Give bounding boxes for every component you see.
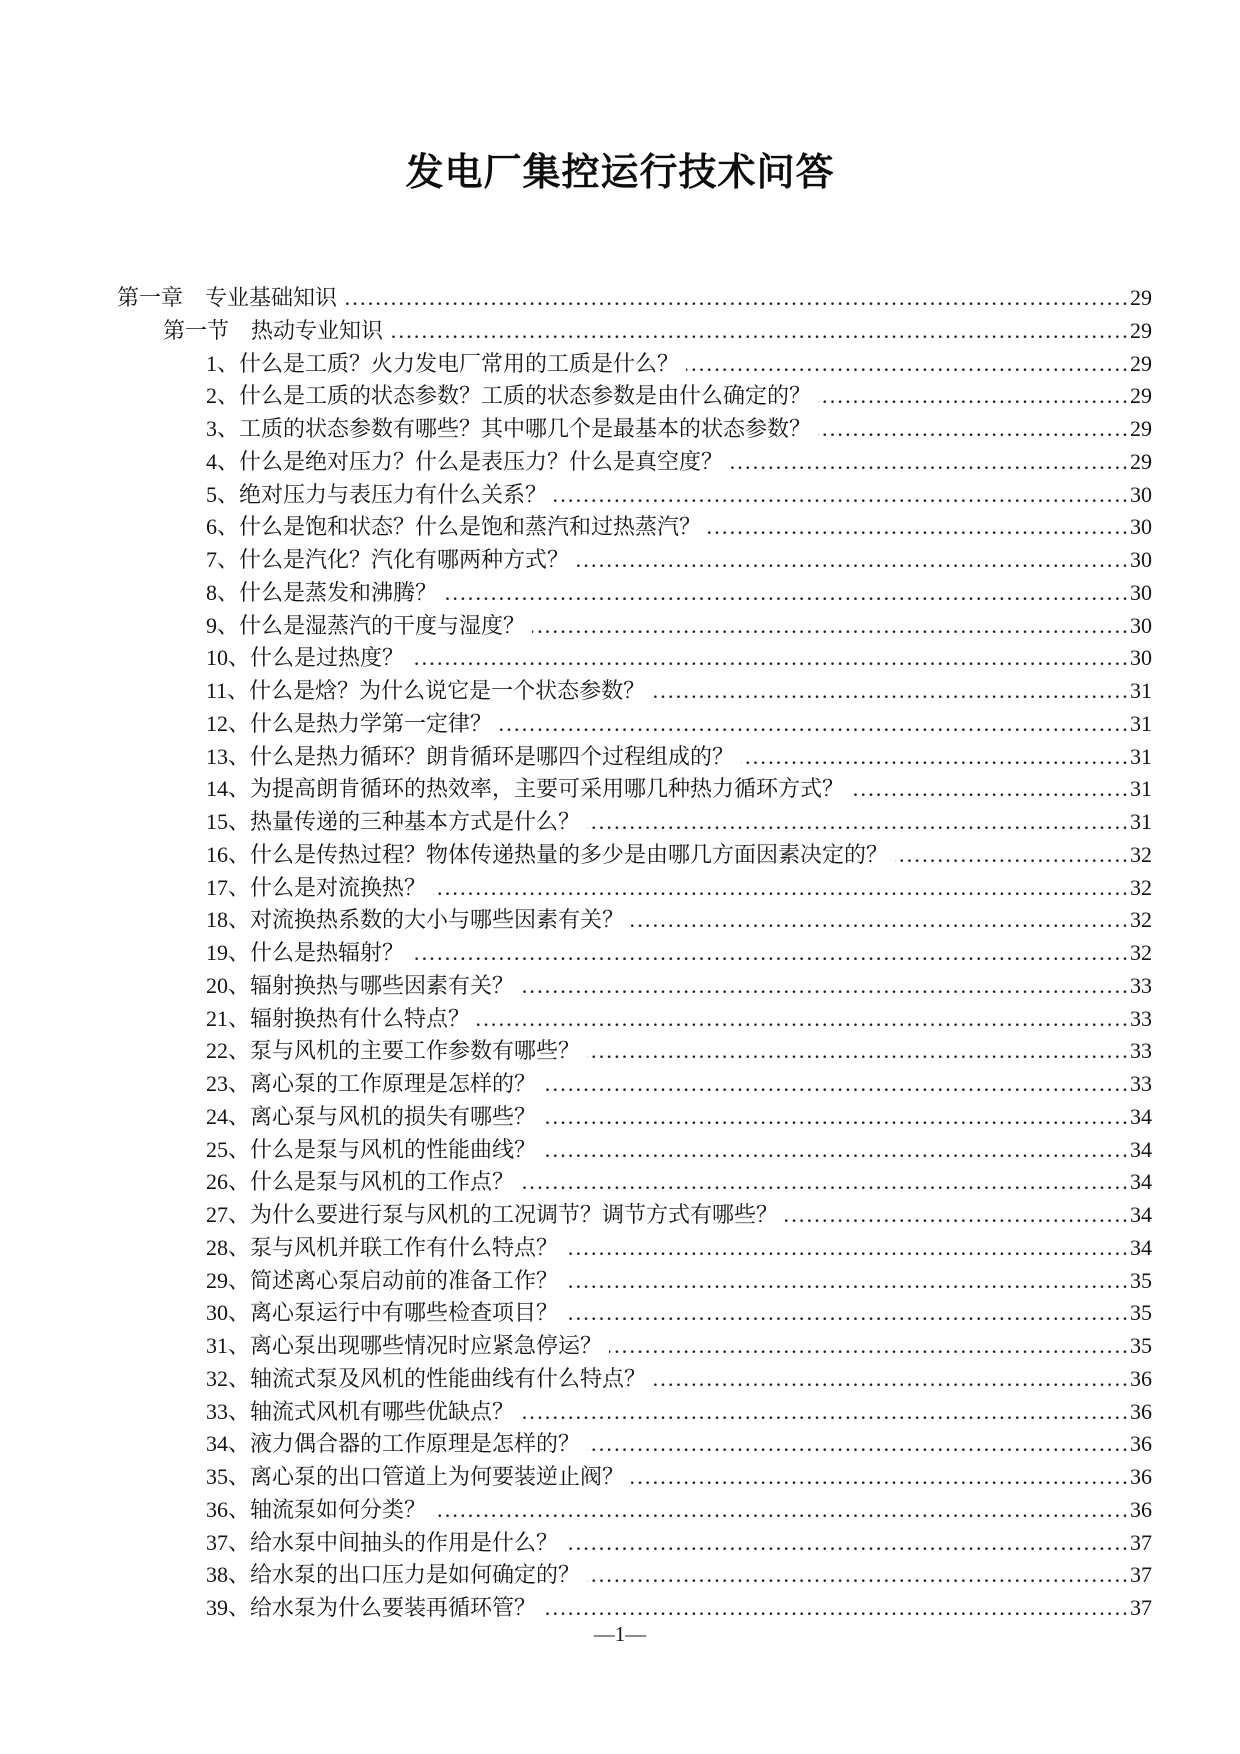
toc-entry-label: 37、给水泵中间抽头的作用是什么？: [206, 1529, 559, 1555]
toc-entry-page-number: 36: [1130, 1398, 1152, 1424]
toc-entry-page-number: 37: [1130, 1529, 1152, 1555]
toc-entry-page-number: 29: [1130, 350, 1152, 376]
toc-entry[interactable]: [117, 314, 1152, 347]
toc-entry-label: 34、液力偶合器的工作原理是怎样的？: [206, 1431, 581, 1457]
toc-entry-page-number: 29: [1130, 416, 1152, 441]
toc-entry-page-number: 37: [1130, 1562, 1152, 1588]
toc-dot-leader: [565, 1530, 1130, 1556]
toc-entry-label: 5、绝对压力与表压力有什么关系？: [206, 481, 548, 507]
toc-entry-label: 35、离心泵的出口管道上为何要装逆止阀？: [206, 1464, 625, 1489]
toc-dot-leader: [609, 1333, 1130, 1359]
toc-entry-page-number: 33: [1130, 1071, 1152, 1096]
toc-dot-leader: [554, 482, 1130, 508]
toc-entry[interactable]: [117, 838, 1152, 871]
toc-entry-page-number: 33: [1130, 1038, 1152, 1064]
toc-entry-page-number: 31: [1130, 743, 1152, 769]
toc-entry[interactable]: [117, 281, 1152, 314]
toc-entry-label: 7、什么是汽化？汽化有哪两种方式？: [206, 547, 570, 572]
toc-entry-page-number: 35: [1130, 1333, 1152, 1358]
toc-dot-leader: [653, 1366, 1130, 1392]
toc-entry-label: 3、工质的状态参数有哪些？其中哪几个是最基本的状态参数？: [206, 416, 812, 441]
toc-entry-page-number: 36: [1130, 1431, 1152, 1457]
toc-entry-page-number: 36: [1130, 1496, 1152, 1522]
toc-dot-leader: [565, 1300, 1130, 1326]
toc-entry[interactable]: [117, 1395, 1152, 1428]
toc-entry[interactable]: [117, 347, 1152, 380]
toc-entry[interactable]: [117, 936, 1152, 969]
toc-dot-leader: [499, 711, 1130, 737]
toc-entry-label: 8、什么是蒸发和沸腾？: [206, 579, 438, 605]
toc-entry[interactable]: [117, 478, 1152, 511]
toc-entry[interactable]: [117, 1591, 1152, 1624]
toc-dot-leader: [741, 744, 1130, 770]
toc-dot-leader: [565, 1268, 1130, 1294]
toc-entry-page-number: 34: [1130, 1234, 1152, 1260]
toc-entry-page-number: 36: [1130, 1365, 1152, 1391]
toc-entry[interactable]: [117, 1329, 1152, 1362]
toc-dot-leader: [785, 1202, 1130, 1228]
toc-dot-leader: [521, 973, 1130, 999]
toc-entry-page-number: 30: [1130, 612, 1152, 638]
toc-entry-label: 19、什么是热辐射？: [206, 940, 405, 965]
toc-entry-page-number: 31: [1130, 776, 1152, 802]
toc-dot-leader: [543, 1137, 1130, 1163]
toc-entry[interactable]: [117, 1133, 1152, 1166]
toc-dot-leader: [895, 842, 1130, 868]
toc-entry[interactable]: [117, 1002, 1152, 1035]
toc-entry-label: 22、泵与风机的主要工作参数有哪些？: [206, 1038, 581, 1064]
toc-entry-page-number: 29: [1130, 317, 1152, 343]
toc-dot-leader: [411, 940, 1130, 966]
toc-entry[interactable]: [117, 969, 1152, 1002]
toc-entry-label: 31、离心泵出现哪些情况时应紧急停运？: [206, 1333, 603, 1358]
toc-entry-label: 11、什么是焓？为什么说它是一个状态参数？: [206, 678, 646, 703]
toc-entry-label: 第一章 专业基础知识: [117, 285, 338, 310]
toc-dot-leader: [631, 907, 1130, 933]
toc-entry-label: 16、什么是传热过程？物体传递热量的多少是由哪几方面因素决定的？: [206, 841, 889, 867]
toc-dot-leader: [543, 1104, 1130, 1130]
toc-entry-label: 4、什么是绝对压力？什么是表压力？什么是真空度？: [206, 448, 724, 474]
toc-dot-leader: [587, 809, 1130, 835]
toc-dot-leader: [521, 1169, 1130, 1195]
toc-entry[interactable]: [117, 707, 1152, 740]
toc-dot-leader: [587, 1562, 1130, 1588]
toc-entry[interactable]: [117, 1427, 1152, 1460]
toc-dot-leader: [851, 776, 1130, 802]
toc-entry-page-number: 34: [1130, 1136, 1152, 1162]
toc-entry-label: 26、什么是泵与风机的工作点？: [206, 1169, 515, 1195]
toc-dot-leader: [587, 1038, 1130, 1064]
document-title: 发电厂集控运行技术问答: [405, 152, 835, 194]
toc-entry-label: 29、简述离心泵启动前的准备工作？: [206, 1267, 559, 1293]
toc-dot-leader: [344, 285, 1130, 311]
page-number-footer: —1—: [593, 1622, 647, 1646]
toc-entry-label: 27、为什么要进行泵与风机的工况调节？调节方式有哪些？: [206, 1202, 779, 1227]
toc-entry-label: 12、什么是热力学第一定律？: [206, 710, 493, 736]
toc-dot-leader: [818, 416, 1130, 442]
toc-entry[interactable]: [117, 576, 1152, 609]
toc-entry-label: 10、什么是过热度？: [206, 645, 405, 671]
toc-entry-label: 18、对流换热系数的大小与哪些因素有关？: [206, 907, 625, 933]
toc-entry[interactable]: [117, 772, 1152, 805]
toc-dot-leader: [444, 580, 1130, 606]
table-of-contents: [117, 281, 1152, 1624]
toc-entry-page-number: 29: [1130, 285, 1152, 310]
toc-dot-leader: [532, 613, 1130, 639]
toc-entry-page-number: 32: [1130, 874, 1152, 900]
toc-entry-label: 20、辐射换热与哪些因素有关？: [206, 972, 515, 998]
toc-entry-page-number: 29: [1130, 383, 1152, 409]
toc-entry[interactable]: [117, 1231, 1152, 1264]
toc-entry-page-number: 30: [1130, 481, 1152, 507]
toc-entry-page-number: 30: [1130, 579, 1152, 605]
toc-entry-label: 21、辐射换热有什么特点？: [206, 1005, 471, 1031]
toc-entry[interactable]: [117, 1526, 1152, 1559]
toc-entry[interactable]: [117, 1558, 1152, 1591]
toc-entry-page-number: 35: [1130, 1300, 1152, 1326]
toc-entry-page-number: 30: [1130, 645, 1152, 671]
toc-entry[interactable]: [117, 1493, 1152, 1526]
toc-dot-leader: [543, 1071, 1130, 1097]
toc-entry[interactable]: [117, 641, 1152, 674]
toc-entry-label: 17、什么是对流换热？: [206, 874, 427, 900]
toc-entry[interactable]: [117, 1460, 1152, 1493]
toc-dot-leader: [543, 1595, 1130, 1621]
toc-entry-label: 39、给水泵为什么要装再循环管？: [206, 1595, 537, 1620]
toc-entry[interactable]: [117, 903, 1152, 936]
toc-entry[interactable]: [117, 510, 1152, 543]
toc-entry[interactable]: [117, 1264, 1152, 1297]
toc-entry-label: 25、什么是泵与风机的性能曲线？: [206, 1136, 537, 1162]
toc-entry-label: 24、离心泵与风机的损失有哪些？: [206, 1103, 537, 1129]
toc-entry-label: 36、轴流泵如何分类？: [206, 1496, 427, 1522]
toc-entry[interactable]: [117, 1296, 1152, 1329]
toc-entry[interactable]: [117, 871, 1152, 904]
toc-entry-page-number: 30: [1130, 547, 1152, 572]
toc-dot-leader: [652, 678, 1130, 704]
toc-dot-leader: [477, 1006, 1130, 1032]
toc-entry-label: 32、轴流式泵及风机的性能曲线有什么特点？: [206, 1365, 647, 1391]
toc-entry-page-number: 34: [1130, 1103, 1152, 1129]
toc-entry-page-number: 36: [1130, 1464, 1152, 1489]
toc-dot-leader: [521, 1399, 1130, 1425]
toc-entry[interactable]: [117, 379, 1152, 412]
toc-entry[interactable]: [117, 1034, 1152, 1067]
toc-entry-label: 13、什么是热力循环？朗肯循环是哪四个过程组成的？: [206, 743, 735, 769]
toc-dot-leader: [708, 514, 1130, 540]
toc-entry[interactable]: [117, 445, 1152, 478]
toc-entry-page-number: 33: [1130, 972, 1152, 998]
toc-entry[interactable]: [117, 609, 1152, 642]
toc-dot-leader: [433, 875, 1130, 901]
toc-entry[interactable]: [117, 1067, 1152, 1100]
toc-entry-page-number: 33: [1130, 1005, 1152, 1031]
toc-entry-label: 30、离心泵运行中有哪些检查项目？: [206, 1300, 559, 1326]
toc-entry-label: 1、什么是工质？火力发电厂常用的工质是什么？: [206, 350, 680, 376]
toc-entry[interactable]: [117, 1362, 1152, 1395]
toc-entry-page-number: 32: [1130, 841, 1152, 867]
toc-entry[interactable]: [117, 543, 1152, 576]
toc-entry-page-number: 35: [1130, 1267, 1152, 1293]
toc-entry-label: 23、离心泵的工作原理是怎样的？: [206, 1071, 537, 1096]
toc-entry-page-number: 31: [1130, 809, 1152, 834]
toc-entry[interactable]: [117, 1100, 1152, 1133]
toc-entry-page-number: 31: [1130, 678, 1152, 703]
toc-dot-leader: [730, 449, 1130, 475]
toc-entry-label: 2、什么是工质的状态参数？工质的状态参数是由什么确定的？: [206, 383, 812, 409]
toc-dot-leader: [433, 1497, 1130, 1523]
toc-dot-leader: [565, 1235, 1130, 1261]
toc-entry-page-number: 34: [1130, 1169, 1152, 1195]
toc-entry-page-number: 29: [1130, 448, 1152, 474]
toc-entry-label: 28、泵与风机并联工作有什么特点？: [206, 1234, 559, 1260]
toc-entry[interactable]: [117, 740, 1152, 773]
toc-dot-leader: [686, 351, 1130, 377]
toc-entry-label: 6、什么是饱和状态？什么是饱和蒸汽和过热蒸汽？: [206, 514, 702, 540]
toc-entry-label: 33、轴流式风机有哪些优缺点？: [206, 1398, 515, 1424]
toc-dot-leader: [818, 383, 1130, 409]
toc-entry[interactable]: [117, 805, 1152, 838]
toc-entry-label: 第一节 热动专业知识: [163, 317, 384, 343]
toc-entry-label: 9、什么是湿蒸汽的干度与湿度？: [206, 612, 526, 638]
toc-dot-leader: [390, 318, 1130, 344]
toc-entry[interactable]: [117, 674, 1152, 707]
toc-entry-page-number: 30: [1130, 514, 1152, 540]
toc-entry-page-number: 31: [1130, 710, 1152, 736]
toc-entry-label: 15、热量传递的三种基本方式是什么？: [206, 809, 581, 834]
toc-entry-page-number: 34: [1130, 1202, 1152, 1227]
toc-entry-page-number: 32: [1130, 940, 1152, 965]
toc-dot-leader: [576, 547, 1130, 573]
toc-entry-label: 38、给水泵的出口压力是如何确定的？: [206, 1562, 581, 1588]
toc-dot-leader: [411, 645, 1130, 671]
toc-entry-page-number: 37: [1130, 1595, 1152, 1620]
toc-dot-leader: [631, 1464, 1130, 1490]
toc-entry-label: 14、为提高朗肯循环的热效率，主要可采用哪几种热力循环方式？: [206, 776, 845, 802]
toc-entry[interactable]: [117, 1198, 1152, 1231]
toc-dot-leader: [587, 1431, 1130, 1457]
toc-entry[interactable]: [117, 1165, 1152, 1198]
toc-entry[interactable]: [117, 412, 1152, 445]
toc-entry-page-number: 32: [1130, 907, 1152, 933]
